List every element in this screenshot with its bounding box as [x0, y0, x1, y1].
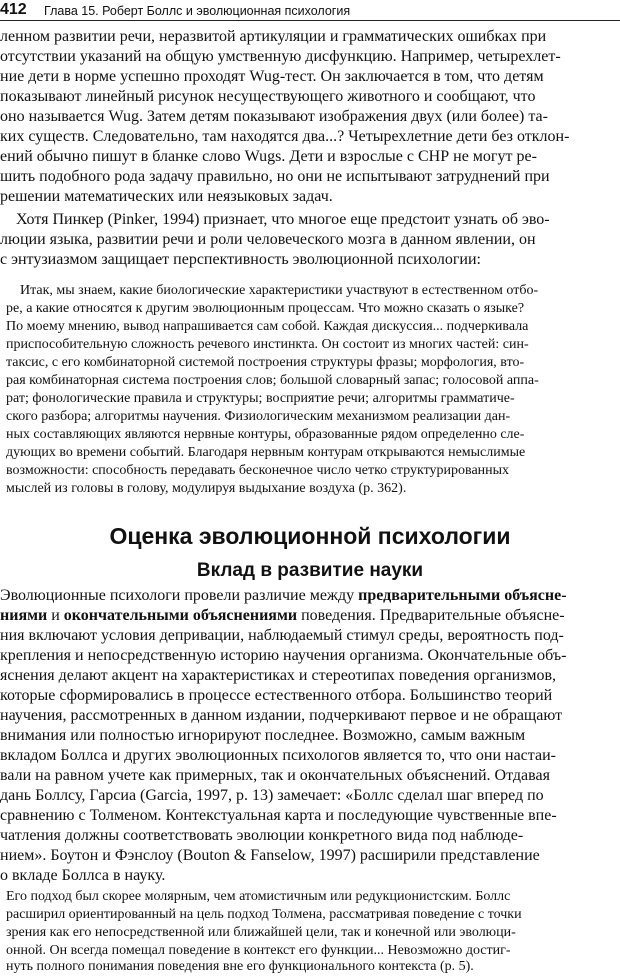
body-line: о вкладе Боллса в науку. [0, 867, 166, 884]
body-line: сравнению с Толменом. Контекстуальная карта и последующие чувственные впе- [0, 807, 557, 824]
quote-line: ных составляющих являются нервные контуры, образованные рядом определенно сле- [6, 427, 525, 442]
body-line: вали на равном учете как примерных, так и окончательных объяснений. Отдавая [0, 767, 550, 784]
quote-line: рат; фонологические правила и структуры; восприятие речи; алгоритмы грамматиче- [6, 391, 515, 406]
running-title: Глава 15. Роберт Боллс и эволюционная психология [44, 4, 351, 18]
body-line: Хотя Пинкер (Pinker, 1994) признает, что многое еще предстоит узнать об эво- [0, 211, 550, 228]
body-line: ений обычно пишут в бланке слово Wugs. Дети и взрослые с СНР не могут ре- [0, 148, 537, 165]
body-line: шить подобного рода задачу правильно, но они не испытывают затруднений при [0, 168, 550, 185]
running-header [0, 0, 620, 22]
quote-line: зрения как его непосредственной или ближайшей цели, так и конечной или эволюци- [6, 925, 516, 940]
quote-line: По моему мнению, вывод напрашивается сам собой. Каждая дискуссия... подчеркивала [6, 319, 529, 334]
body-line: показывают линейный рисунок несуществующего животного и сообщают, что [0, 88, 536, 105]
body-line: ниями и окончательными объяснениями поведения. Предварительные объясне- [0, 607, 565, 624]
term-proximate-cont: ниями [0, 607, 48, 624]
quote-line: дующих во времени событий. Благодаря нервным контурам открываются немыслимые [6, 445, 526, 460]
term-ultimate: окончательными объяснениями [63, 607, 298, 624]
quote-line: нуть полного понимания поведения вне его функционального контекста (p. 5). [6, 959, 474, 974]
body-line: вкладом Боллса и других эволюционных психологов является то, что они настаи- [0, 747, 556, 764]
quote-line: ре, а какие относятся к другим эволюционным процессам. Что можно сказать о языке? [6, 301, 525, 316]
quote-line: рая комбинаторная система построения слов; большой словарный запас; голосовой аппа- [6, 373, 539, 388]
body-line: чатления должны соответствовать эволюции конкретного вида под наблюде- [0, 827, 524, 844]
quote-line: Его подход был скорее молярным, чем атомистичным или редукционистским. Боллс [6, 889, 511, 904]
body-line: яснения делают акцент на характеристиках и стереотипах поведения организмов, [0, 667, 556, 684]
quote-line: приспособительную сложность речевого инстинкта. Он состоит из многих частей: син- [6, 337, 529, 352]
body-line: ние дети в норме успешно проходят Wug-тест. Он заключается в том, что детям [0, 68, 544, 85]
quote-line: таксис, с его комбинаторной системой построения структуры фразы; морфология, вто- [6, 355, 525, 370]
quote-line: ского разбора; алгоритмы научения. Физиологическим механизмом реализации дан- [6, 409, 511, 424]
body-line: нием». Боутон и Фэнслоу (Bouton & Fanselow, 1997) расширили представление [0, 847, 540, 864]
body-line: Эволюционные психологи провели различие между предварительными объясне- [0, 587, 567, 604]
body-line: с энтузиазмом защищает перспективность эволюционной психологии: [0, 251, 481, 268]
page-number: 412 [0, 1, 27, 18]
body-line: дань Боллсу, Гарсиа (Garcia, 1997, p. 13) замечает: «Боллс сделал шаг вперед по [0, 787, 544, 804]
body-line: отсутствии указаний на общую умственную дисфункцию. Например, четырехлет- [0, 48, 561, 65]
body-line: оно называется Wug. Затем детям показывают изображения двух (или более) та- [0, 108, 548, 125]
subsection-title: Вклад в развитие науки [196, 560, 424, 581]
quote-line: расширил ориентированный на цель подход Толмена, рассматривая поведение с точки [6, 907, 522, 922]
body-line: научения, рассмотренных в данном издании, подчеркивают первое и не обращают [0, 707, 563, 724]
quote-line: возможности: способность передавать бесконечное число четко структурированных [6, 463, 510, 478]
body-line: ленном развитии речи, неразвитой артикуляции и грамматических ошибках при [0, 28, 547, 45]
term-proximate: предварительными объясне- [358, 587, 567, 604]
quote-line: Итак, мы знаем, какие биологические характеристики участвуют в естественном отбо- [6, 283, 539, 298]
body-line: ния включают условия депривации, наблюдаемый стимул среды, вероятность под- [0, 627, 564, 644]
section-title: Оценка эволюционной психологии [109, 523, 511, 549]
body-line: крепления и непосредственную историю научения организма. Окончательные объ- [0, 647, 567, 664]
body-line: ких существ. Следовательно, там находятся два...? Четырехлетние дети без отклон- [0, 128, 570, 145]
body-line: решении математических или неязыковых задач. [0, 188, 333, 205]
header-rule [0, 20, 620, 21]
body-line: люции языка, развитии речи и роли человеческого мозга в данном явлении, он [0, 231, 536, 248]
body-line: которые сформировались в процессе естественного отбора. Большинство теорий [0, 687, 553, 704]
quote-line: мыслей из головы в голову, модулируя выдыхание воздуха (p. 362). [6, 481, 407, 496]
quote-line: онной. Он всегда помещал поведение в контекст его функции... Невозможно достиг- [6, 943, 511, 958]
body-line: внимания или полностью игнорируют последнее. Возможно, самым важным [0, 727, 526, 744]
